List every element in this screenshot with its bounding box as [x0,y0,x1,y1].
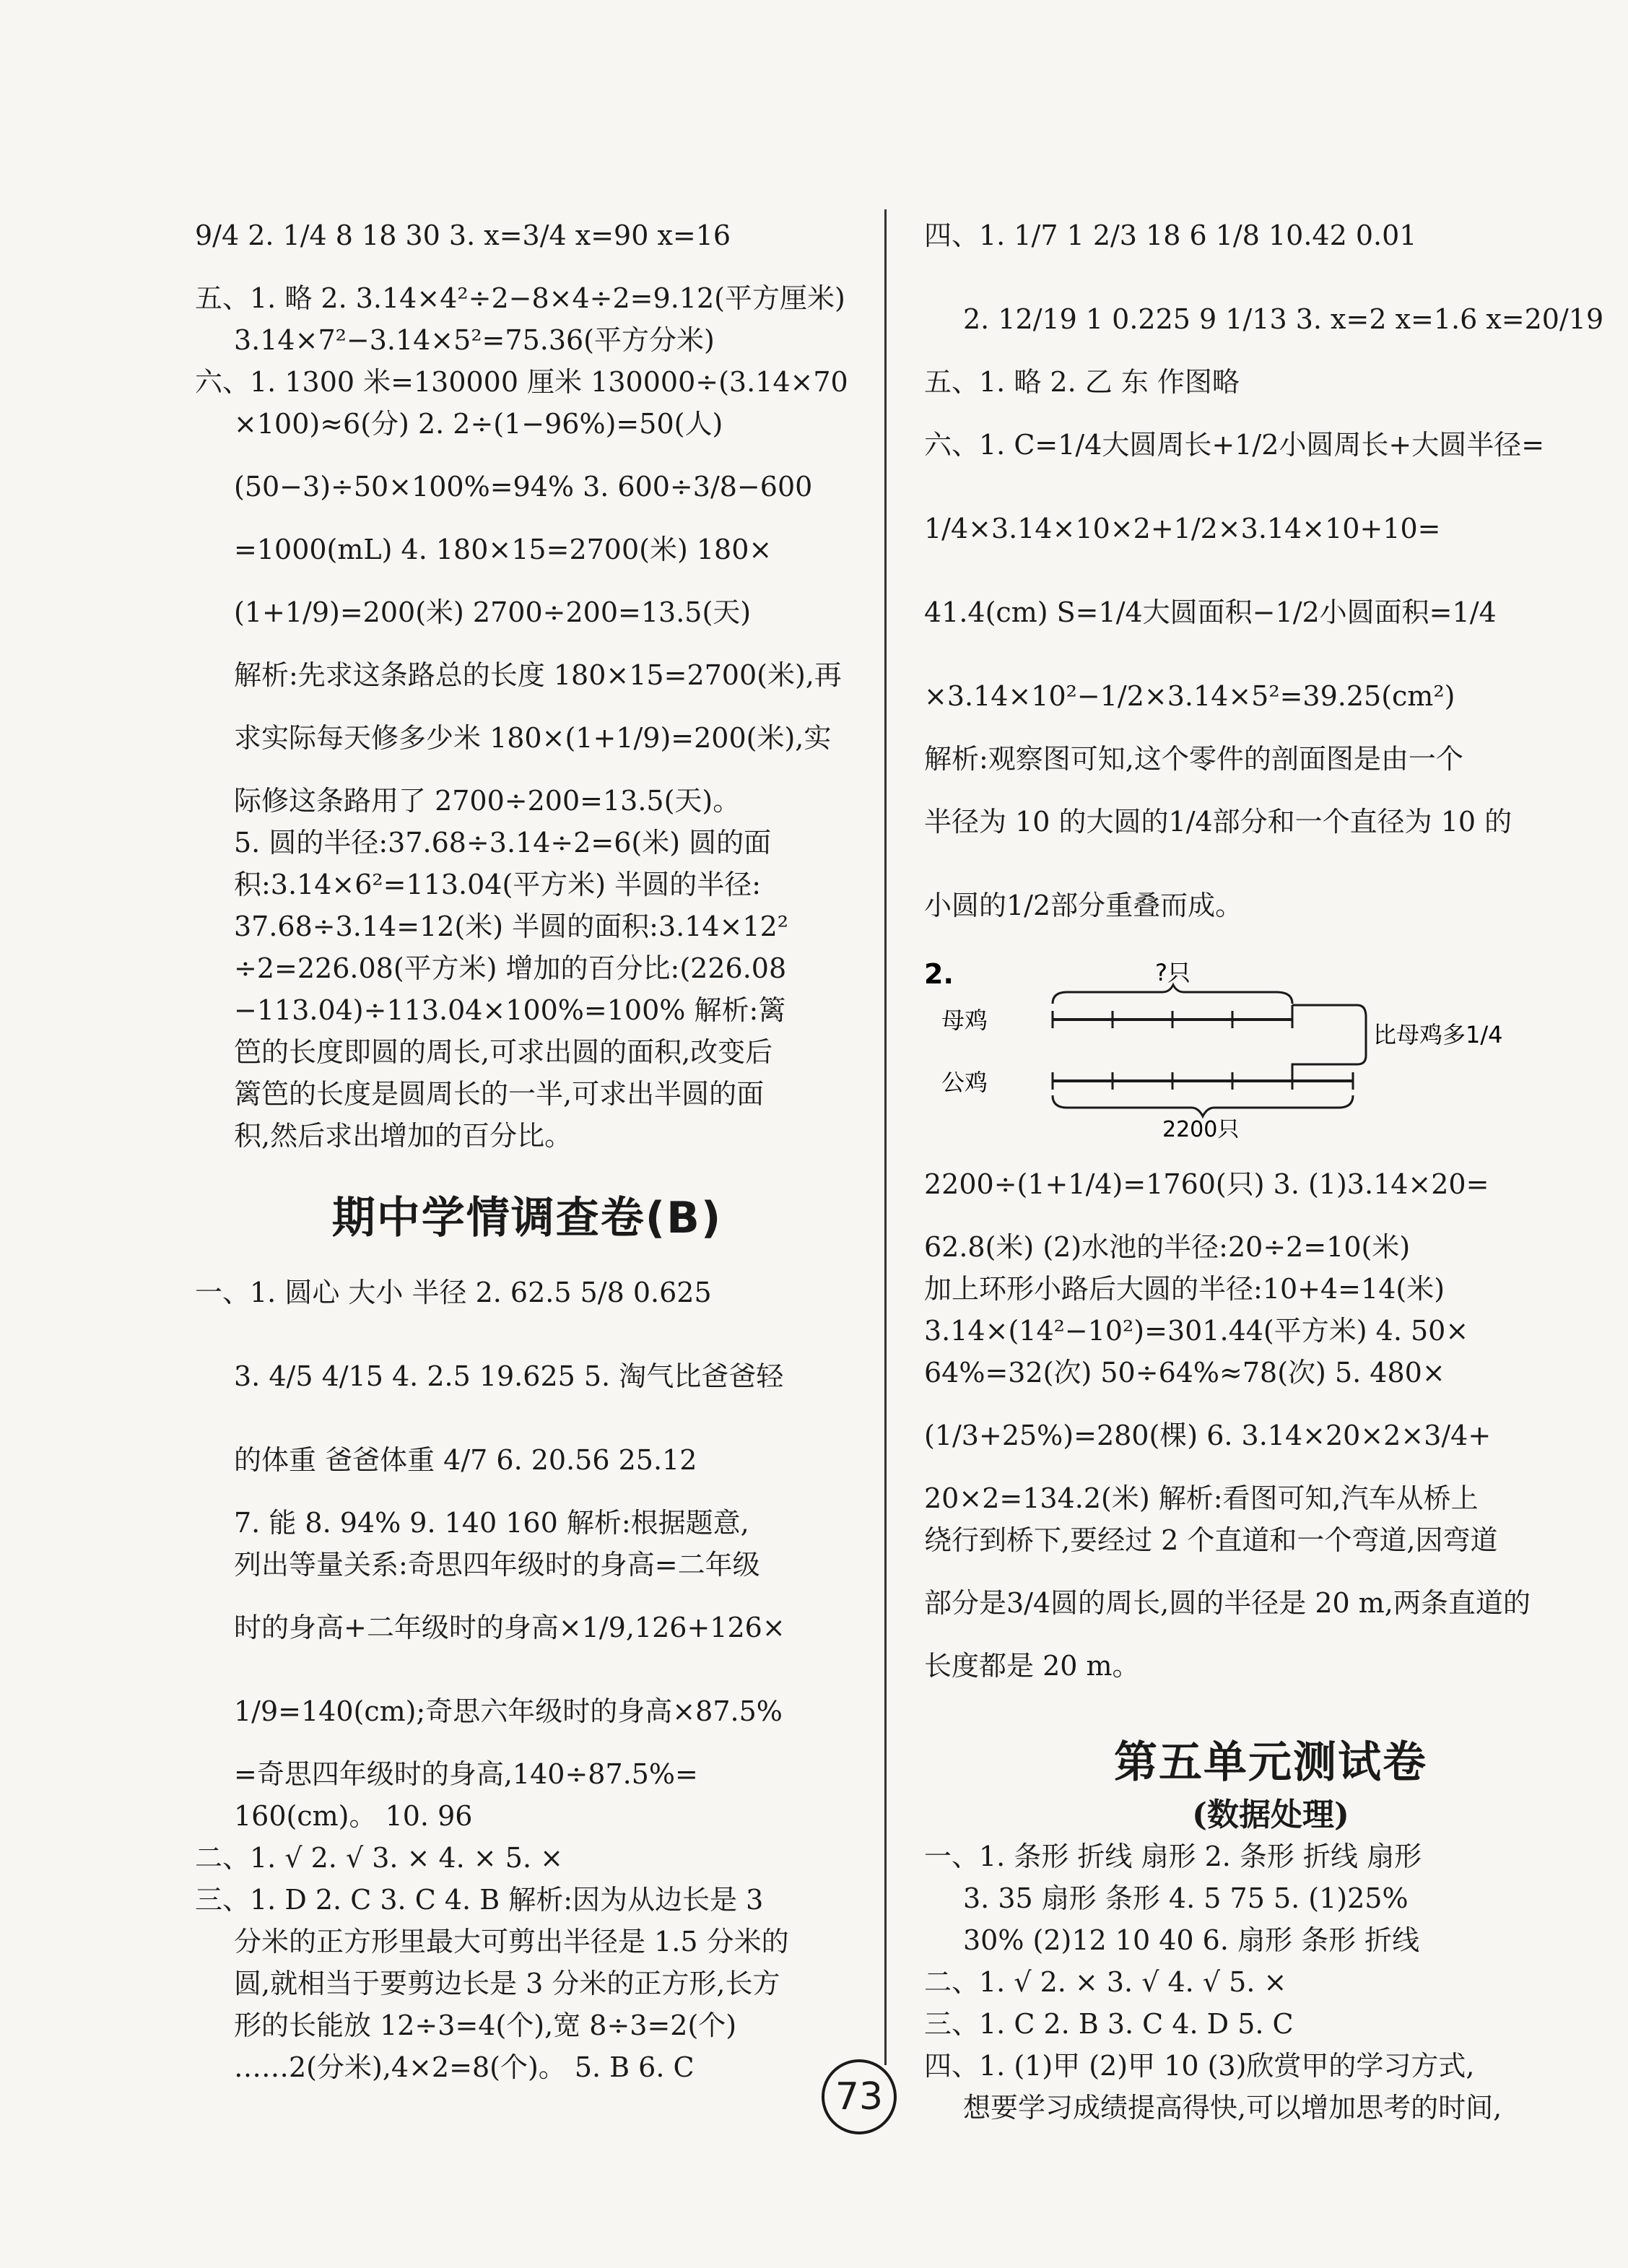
analysis-line: 时的身高+二年级时的身高×1/9,126+126× [234,1612,785,1643]
hen-label: 母鸡 [941,1007,988,1034]
analysis-line: 篱笆的长度是圆周长的一半,可求出半圆的面 [234,1078,765,1110]
answer-line: 3.14×(14²−10²)=301.44(平方米) 4. 50× [924,1315,1469,1347]
section-heading: 期中学情调查卷(B) [331,1193,723,1243]
line-segment-diagram [924,947,1617,1142]
answer-line: 1/4×3.14×10×2+1/2×3.14×10+10= [924,513,1441,544]
answer-line: =1000(mL) 4. 180×15=2700(米) 180× [234,534,772,565]
analysis-line: 部分是3/4圆的周长,圆的半径是 20 m,两条直道的 [924,1587,1531,1619]
answer-line: 62.8(米) (2)水池的半径:20÷2=10(米) [924,1231,1411,1263]
analysis-line: 解析:观察图可知,这个零件的剖面图是由一个 [924,743,1463,775]
page-number: 73 [822,2059,897,2134]
answer-line: −113.04)÷113.04×100%=100% 解析:篱 [234,994,786,1026]
answer-line: (1/3+25%)=280(棵) 6. 3.14×20×2×3/4+ [924,1420,1492,1451]
answer-line: 一、1. 条形 折线 扇形 2. 条形 折线 扇形 [924,1841,1422,1872]
answer-line: 20×2=134.2(米) 解析:看图可知,汽车从桥上 [924,1482,1479,1514]
answer-line: 六、1. C=1/4大圆周长+1/2小圆周长+大圆半径= [924,429,1545,461]
answer-line: 9/4 2. 1/4 8 18 30 3. x=3/4 x=90 x=16 [195,220,731,251]
answer-line: 5. 圆的半径:37.68÷3.14÷2=6(米) 圆的面 [234,827,772,859]
answer-line: (50−3)÷50×100%=94% 3. 600÷3/8−600 [234,471,813,503]
answer-line: 六、1. 1300 米=130000 厘米 130000÷(3.14×70 [195,366,848,398]
answer-line: 64%=32(次) 50÷64%≈78(次) 5. 480× [924,1357,1445,1389]
analysis-line: 绕行到桥下,要经过 2 个直道和一个弯道,因弯道 [924,1524,1498,1556]
section-subheading: (数据处理) [1192,1796,1349,1833]
analysis-line: 解析:先求这条路总的长度 180×15=2700(米),再 [234,659,842,691]
segment-diagram-svg [924,947,1617,1142]
answer-line: 37.68÷3.14=12(米) 半圆的面积:3.14×12² [234,911,788,942]
analysis-line: =奇思四年级时的身高,140÷87.5%= [234,1758,698,1790]
hen-brace [1053,985,1292,1004]
left-column [195,194,859,2088]
answer-line: 二、1. √ 2. × 3. √ 4. √ 5. × [924,1966,1287,1998]
difference-label: 比母鸡多1/4 [1373,1021,1503,1048]
analysis-line: 半径为 10 的大圆的1/4部分和一个直径为 10 的 [924,806,1512,838]
answer-line: ×100)≈6(分) 2. 2÷(1−96%)=50(人) [234,408,723,440]
analysis-line: 列出等量关系:奇思四年级时的身高=二年级 [234,1549,760,1581]
rooster-label: 公鸡 [941,1069,988,1096]
answer-line: ÷2=226.08(平方米) 增加的百分比:(226.08 [234,952,787,984]
answer-line: 积:3.14×6²=113.04(平方米) 半圆的半径: [234,869,761,900]
answer-line: 四、1. 1/7 1 2/3 18 6 1/8 10.42 0.01 [924,220,1417,251]
analysis-line: 际修这条路用了 2700÷200=13.5(天)。 [234,785,741,817]
answer-line: 三、1. D 2. C 3. C 4. B 解析:因为从边长是 3 [195,1884,764,1916]
answer-line: 3.14×7²−3.14×5²=75.36(平方分米) [234,324,715,356]
analysis-line: 长度都是 20 m。 [924,1650,1140,1682]
answer-line: 五、1. 略 2. 乙 东 作图略 [924,366,1240,398]
analysis-line: 笆的长度即圆的周长,可求出圆的面积,改变后 [234,1036,773,1068]
answer-line: 的体重 爸爸体重 4/7 6. 20.56 25.12 [234,1444,697,1476]
analysis-line: 求实际每天修多少米 180×(1+1/9)=200(米),实 [234,722,832,754]
answer-line: 二、1. √ 2. √ 3. × 4. × 5. × [195,1842,563,1874]
answer-line: 四、1. (1)甲 (2)甲 10 (3)欣赏甲的学习方式, [924,2050,1475,2082]
answer-line: 想要学习成绩提高得快,可以增加思考的时间, [963,2092,1502,2124]
answer-line: 2. 12/19 1 0.225 9 1/13 3. x=2 x=1.6 x=20/19 [963,303,1604,335]
answer-line: 30% (2)12 10 40 6. 扇形 条形 折线 [963,1924,1420,1956]
column-divider [884,209,887,2065]
answer-line: 一、1. 圆心 大小 半径 2. 62.5 5/8 0.625 [195,1277,712,1308]
answer-line: 3. 4/5 4/15 4. 2.5 19.625 5. 淘气比爸爸轻 [234,1360,784,1392]
answer-line: 160(cm)。 10. 96 [234,1800,473,1832]
answer-line: 3. 35 扇形 条形 4. 5 75 5. (1)25% [963,1882,1409,1914]
answer-line: 7. 能 8. 94% 9. 140 160 解析:根据题意, [234,1507,749,1539]
answer-line: 41.4(cm) S=1/4大圆面积−1/2小圆面积=1/4 [924,596,1497,628]
analysis-line: ……2(分米),4×2=8(个)。 5. B 6. C [234,2051,695,2083]
answer-line: 三、1. C 2. B 3. C 4. D 5. C [924,2008,1294,2040]
difference-brace [1292,1005,1366,1081]
analysis-line: 小圆的1/2部分重叠而成。 [924,890,1243,921]
analysis-line: 形的长能放 12÷3=4(个),宽 8÷3=2(个) [234,2010,737,2041]
analysis-line: 积,然后求出增加的百分比。 [234,1120,573,1152]
analysis-line: 圆,就相当于要剪边长是 3 分米的正方形,长方 [234,1968,780,1999]
total-brace [1053,1095,1353,1116]
answer-line: 五、1. 略 2. 3.14×4²÷2−8×4÷2=9.12(平方厘米) [195,282,845,314]
answer-line: 2200÷(1+1/4)=1760(只) 3. (1)3.14×20= [924,1168,1489,1200]
answer-line: 加上环形小路后大圆的半径:10+4=14(米) [924,1273,1445,1305]
unknown-count-label: ?只 [1155,959,1190,986]
answer-line: (1+1/9)=200(米) 2700÷200=13.5(天) [234,596,752,628]
section-heading: 第五单元测试卷 [1114,1737,1427,1788]
analysis-line: 1/9=140(cm);奇思六年级时的身高×87.5% [234,1695,783,1727]
answer-line: ×3.14×10²−1/2×3.14×5²=39.25(cm²) [924,680,1455,712]
right-column [924,194,1617,2129]
diagram-item-number: 2. [924,958,954,990]
analysis-line: 分米的正方形里最大可剪出半径是 1.5 分米的 [234,1926,789,1958]
total-label: 2200只 [1162,1117,1240,1142]
